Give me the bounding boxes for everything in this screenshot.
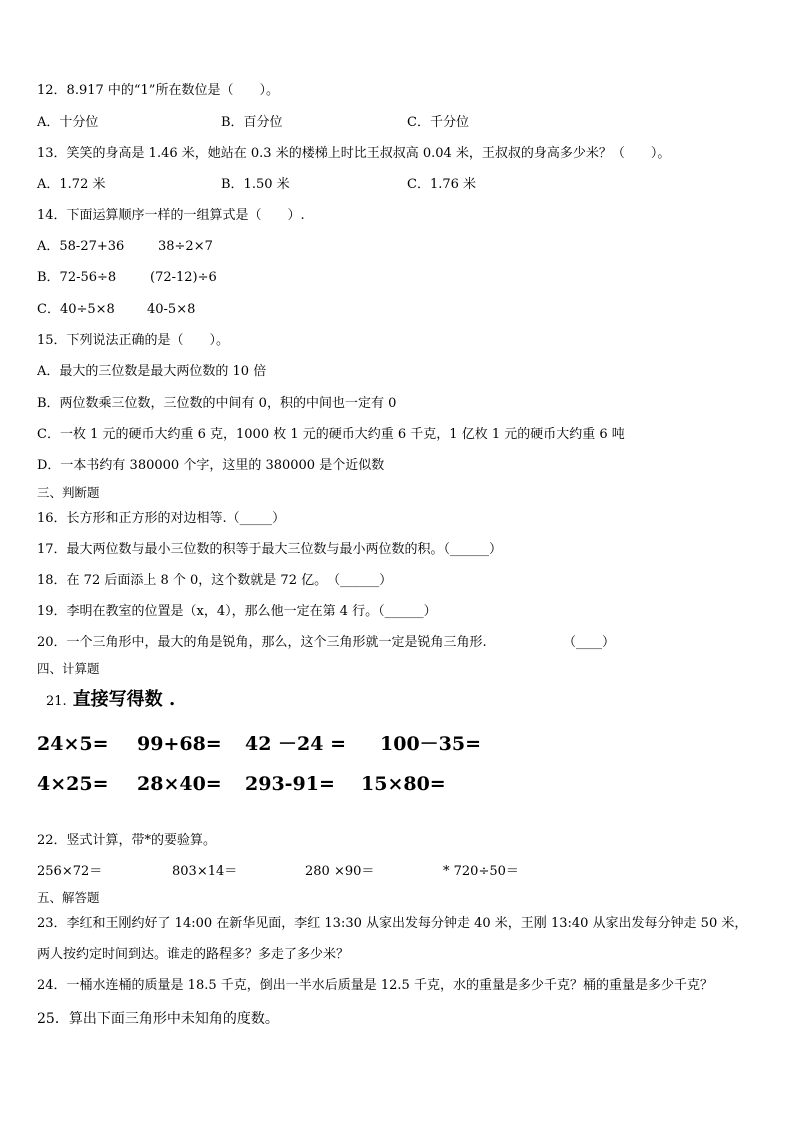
q25: 25．算出下面三角形中未知角的度数。 [37, 1011, 279, 1027]
q13-stem: 13．笑笑的身高是 1.46 米，她站在 0.3 米的楼梯上时比王叔叔高 0.04 米，王叔叔的身高多少米？（ ）。 [37, 146, 671, 161]
q14-option-c-label: C．40÷5×8 [37, 302, 115, 317]
q13-option-c: C．1.76 米 [407, 177, 477, 192]
q22-item: 803×14＝ [172, 864, 238, 879]
q13-option-b: B．1.50 米 [221, 177, 290, 192]
q23-line-1: 23．李红和王刚约好了 14:00 在新华见面，李红 13:30 从家出发每分钟走 40 米，王刚 13:40 从家出发每分钟走 50 米， [37, 916, 748, 931]
q22-item: 256×72＝ [37, 864, 103, 879]
q21-item: 4×25= [37, 773, 109, 795]
q14-option-b-label: B．72-56÷8 [37, 270, 117, 285]
q21-row-2 [37, 773, 737, 795]
q16: 16．长方形和正方形的对边相等.（_____） [37, 511, 286, 526]
section-heading-calculation: 四、计算题 [37, 661, 100, 676]
q14-option-c [37, 302, 437, 318]
q21-title-row [46, 689, 175, 713]
section-heading-solutions: 五、解答题 [37, 890, 100, 905]
q13-option-a: A．1.72 米 [37, 177, 106, 192]
q19: 19．李明在教室的位置是（x，4），那么他一定在第 4 行。（______） [37, 604, 437, 619]
q21-item: 42 －24 = [245, 733, 347, 755]
section-heading-judgement: 三、判断题 [37, 485, 100, 500]
q14-option-a-label: A．58-27+36 [37, 239, 125, 254]
q18: 18．在 72 后面添上 8 个 0，这个数就是 72 亿。 （______） [37, 573, 393, 588]
q20 [37, 635, 757, 651]
q12-option-c: C．千分位 [407, 115, 469, 130]
q14-option-a [37, 239, 437, 255]
q21-item: 28×40= [137, 773, 222, 795]
q12-option-a: A．十分位 [37, 115, 99, 130]
q21-item: 99+68= [137, 733, 222, 755]
q21-title: 直接写得数 . [72, 689, 176, 710]
q15-option-b: B．两位数乘三位数，三位数的中间有 0，积的中间也一定有 0 [37, 396, 397, 411]
q14-option-b-expr: (72-12)÷6 [150, 270, 217, 285]
q15-option-d: D．一本书约有 380000 个字，这里的 380000 是个近似数 [37, 458, 385, 473]
q21-row-1 [37, 733, 737, 755]
q20-blank: （____） [563, 635, 616, 650]
q22-stem: 22．竖式计算，带*的要验算。 [37, 833, 217, 848]
q23-line-2: 两人按约定时间到达。谁走的路程多？多走了多少米？ [37, 947, 350, 962]
q22-items [37, 864, 737, 880]
q12-stem: 12．8.917 中的“1”所在数位是（ ）。 [37, 83, 279, 98]
q22-item: 280 ×90＝ [305, 864, 375, 879]
q21-item: 100－35= [380, 733, 482, 755]
q14-option-a-expr: 38÷2×7 [158, 239, 213, 254]
q14-stem: 14．下面运算顺序一样的一组算式是（ ）. [37, 208, 305, 223]
q21-item: 15×80= [361, 773, 446, 795]
q15-option-a: A．最大的三位数是最大两位数的 10 倍 [37, 364, 267, 379]
q21-number: 21. [46, 694, 67, 709]
q12-options [37, 115, 737, 131]
q21-item: 24×5= [37, 733, 109, 755]
q21-item: 293-91= [245, 773, 335, 795]
q14-option-b [37, 270, 437, 286]
q14-option-c-expr: 40-5×8 [147, 302, 196, 317]
q15-option-c: C．一枚 1 元的硬币大约重 6 克，1000 枚 1 元的硬币大约重 6 千克，1 亿枚 1 元的硬币大约重 6 吨 [37, 427, 625, 442]
q20-text: 20．一个三角形中，最大的角是锐角，那么，这个三角形就一定是锐角三角形. [37, 635, 487, 650]
q22-item: * 720÷50＝ [443, 864, 519, 879]
q12-option-b: B．百分位 [221, 115, 283, 130]
q17: 17．最大两位数与最小三位数的积等于最大三位数与最小两位数的积。（______） [37, 542, 503, 557]
q13-options [37, 177, 737, 193]
q24: 24．一桶水连桶的质量是 18.5 千克，倒出一半水后质量是 12.5 千克，水的重量是多少千克？桶的重量是多少千克？ [37, 978, 713, 993]
q15-stem: 15．下列说法正确的是（ ）。 [37, 333, 230, 348]
